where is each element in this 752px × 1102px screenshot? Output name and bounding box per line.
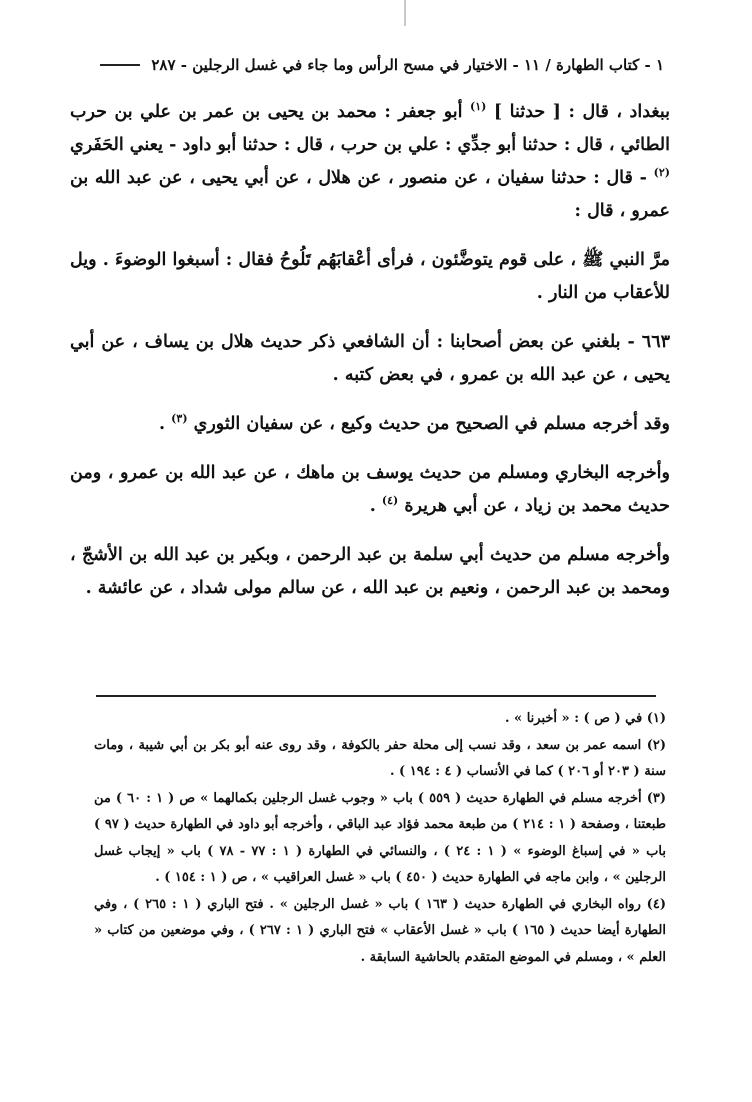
- paragraph-aisha: وأخرجه مسلم من حديث أبي سلمة بن عبد الرحمن ، وبكير بن عبد الله بن الأشجّ ، ومحمد بن عبد الرحمن ، ونعيم بن عبد الله ، عن سالم مولى شداد ، عن عائشة .: [70, 545, 670, 598]
- footnote-3: (٣) أخرجه مسلم في الطهارة حديث ( ٥٥٩ ) باب « وجوب غسل الرجلين بكمالهما » ص ( ١ : ٦٠ ) من طبعتنا ، وصفحة ( ١ : ٢١٤ ) من طبعة محمد فؤاد عبد الباقي ، وأخرجه أبو داود في الطهارة حديث ( ٩٧ ) باب « في إسباغ الوضوء » ( ١ : ٢٤ ) ، والنسائي في الطهارة ( ١ : ٧٧ - ٧٨ ) باب « إيجاب غسل الرجلين » ، وابن ماجه في الطهارة حديث ( ٤٥٠ ) باب « غسل العراقيب » ، ص ( ١ : ١٥٤ ) .: [94, 790, 666, 885]
- main-text: [70, 96, 670, 621]
- text-span: وقد أخرجه مسلم في الصحيح من حديث وكيع ، عن سفيان الثوري: [187, 414, 670, 434]
- footnote-rule: [96, 695, 656, 697]
- paragraph-663: ٦٦٣ - بلغني عن بعض أصحابنا : أن الشافعي ذكر حديث هلال بن يساف ، عن أبي يحيى ، عن عبد الله بن عمرو ، في بعض كتبه .: [70, 332, 670, 385]
- footnotes: [94, 706, 666, 971]
- footnote-ref: (١): [470, 100, 487, 114]
- text-span: ببغداد ، قال : [ حدثنا ]: [486, 102, 670, 122]
- footnote-ref: (٤): [381, 494, 399, 508]
- footnote-ref: (٣): [171, 412, 188, 426]
- binding-mark: [404, 0, 406, 26]
- text-span: .: [369, 496, 382, 516]
- text-span: .: [158, 414, 172, 434]
- footnote-ref: (٢): [653, 166, 670, 180]
- running-header: [100, 50, 664, 80]
- paragraph-muslim: [70, 408, 670, 441]
- paragraph-bukhari-muslim: [70, 457, 670, 523]
- running-title: ١ - كتاب الطهارة / ١١ - الاختيار في مسح الرأس وما جاء في غسل الرجلين - ٢٨٧: [151, 56, 664, 74]
- footnote-4: (٤) رواه البخاري في الطهارة حديث ( ١٦٣ ) باب « غسل الرجلين » . فتح الباري ( ١ : ٢٦٥ ) ، وفي الطهارة أيضا حديث ( ١٦٥ ) باب « غسل الأعقاب » فتح الباري ( ١ : ٢٦٧ ) ، وفي موضعين من كتاب « العلم » ، ومسلم في الموضع المتقدم بالحاشية السابقة .: [94, 896, 666, 965]
- text-span: - قال : حدثنا سفيان ، عن منصور ، عن هلال ، عن أبي يحيى ، عن عبد الله بن عمرو ، قال :: [70, 168, 670, 221]
- paragraph-isnad: [70, 96, 670, 228]
- header-rule: [100, 64, 140, 66]
- text-span: وأخرجه البخاري ومسلم من حديث يوسف بن ماهك ، عن عبد الله بن عمرو ، ومن حديث محمد بن زياد ، عن أبي هريرة: [70, 463, 670, 516]
- footnote-2: (٢) اسمه عمر بن سعد ، وقد نسب إلى محلة حفر بالكوفة ، وقد روى عنه أبو بكر بن أبي شيبة ، ومات سنة ( ٢٠٣ أو ٢٠٦ ) كما في الأنساب ( ٤ : ١٩٤ ) .: [94, 737, 666, 779]
- footnote-1: (١) في ( ص ) : « أخبرنا » .: [505, 711, 666, 726]
- paragraph-hadith-matn: مرَّ النبي ﷺ ، على قوم يتوضَّئون ، فرأى أعْقابَهُم تَلُوحُ فقال : أسبغوا الوضوءَ . ويل للأعقاب من النار .: [70, 250, 670, 303]
- text-span: أبو جعفر : محمد بن يحيى بن عمر بن علي بن حرب الطائي ، قال : حدثنا أبو جدِّي : علي بن حرب ، قال : حدثنا أبو داود - يعني الحَفَري: [70, 102, 670, 155]
